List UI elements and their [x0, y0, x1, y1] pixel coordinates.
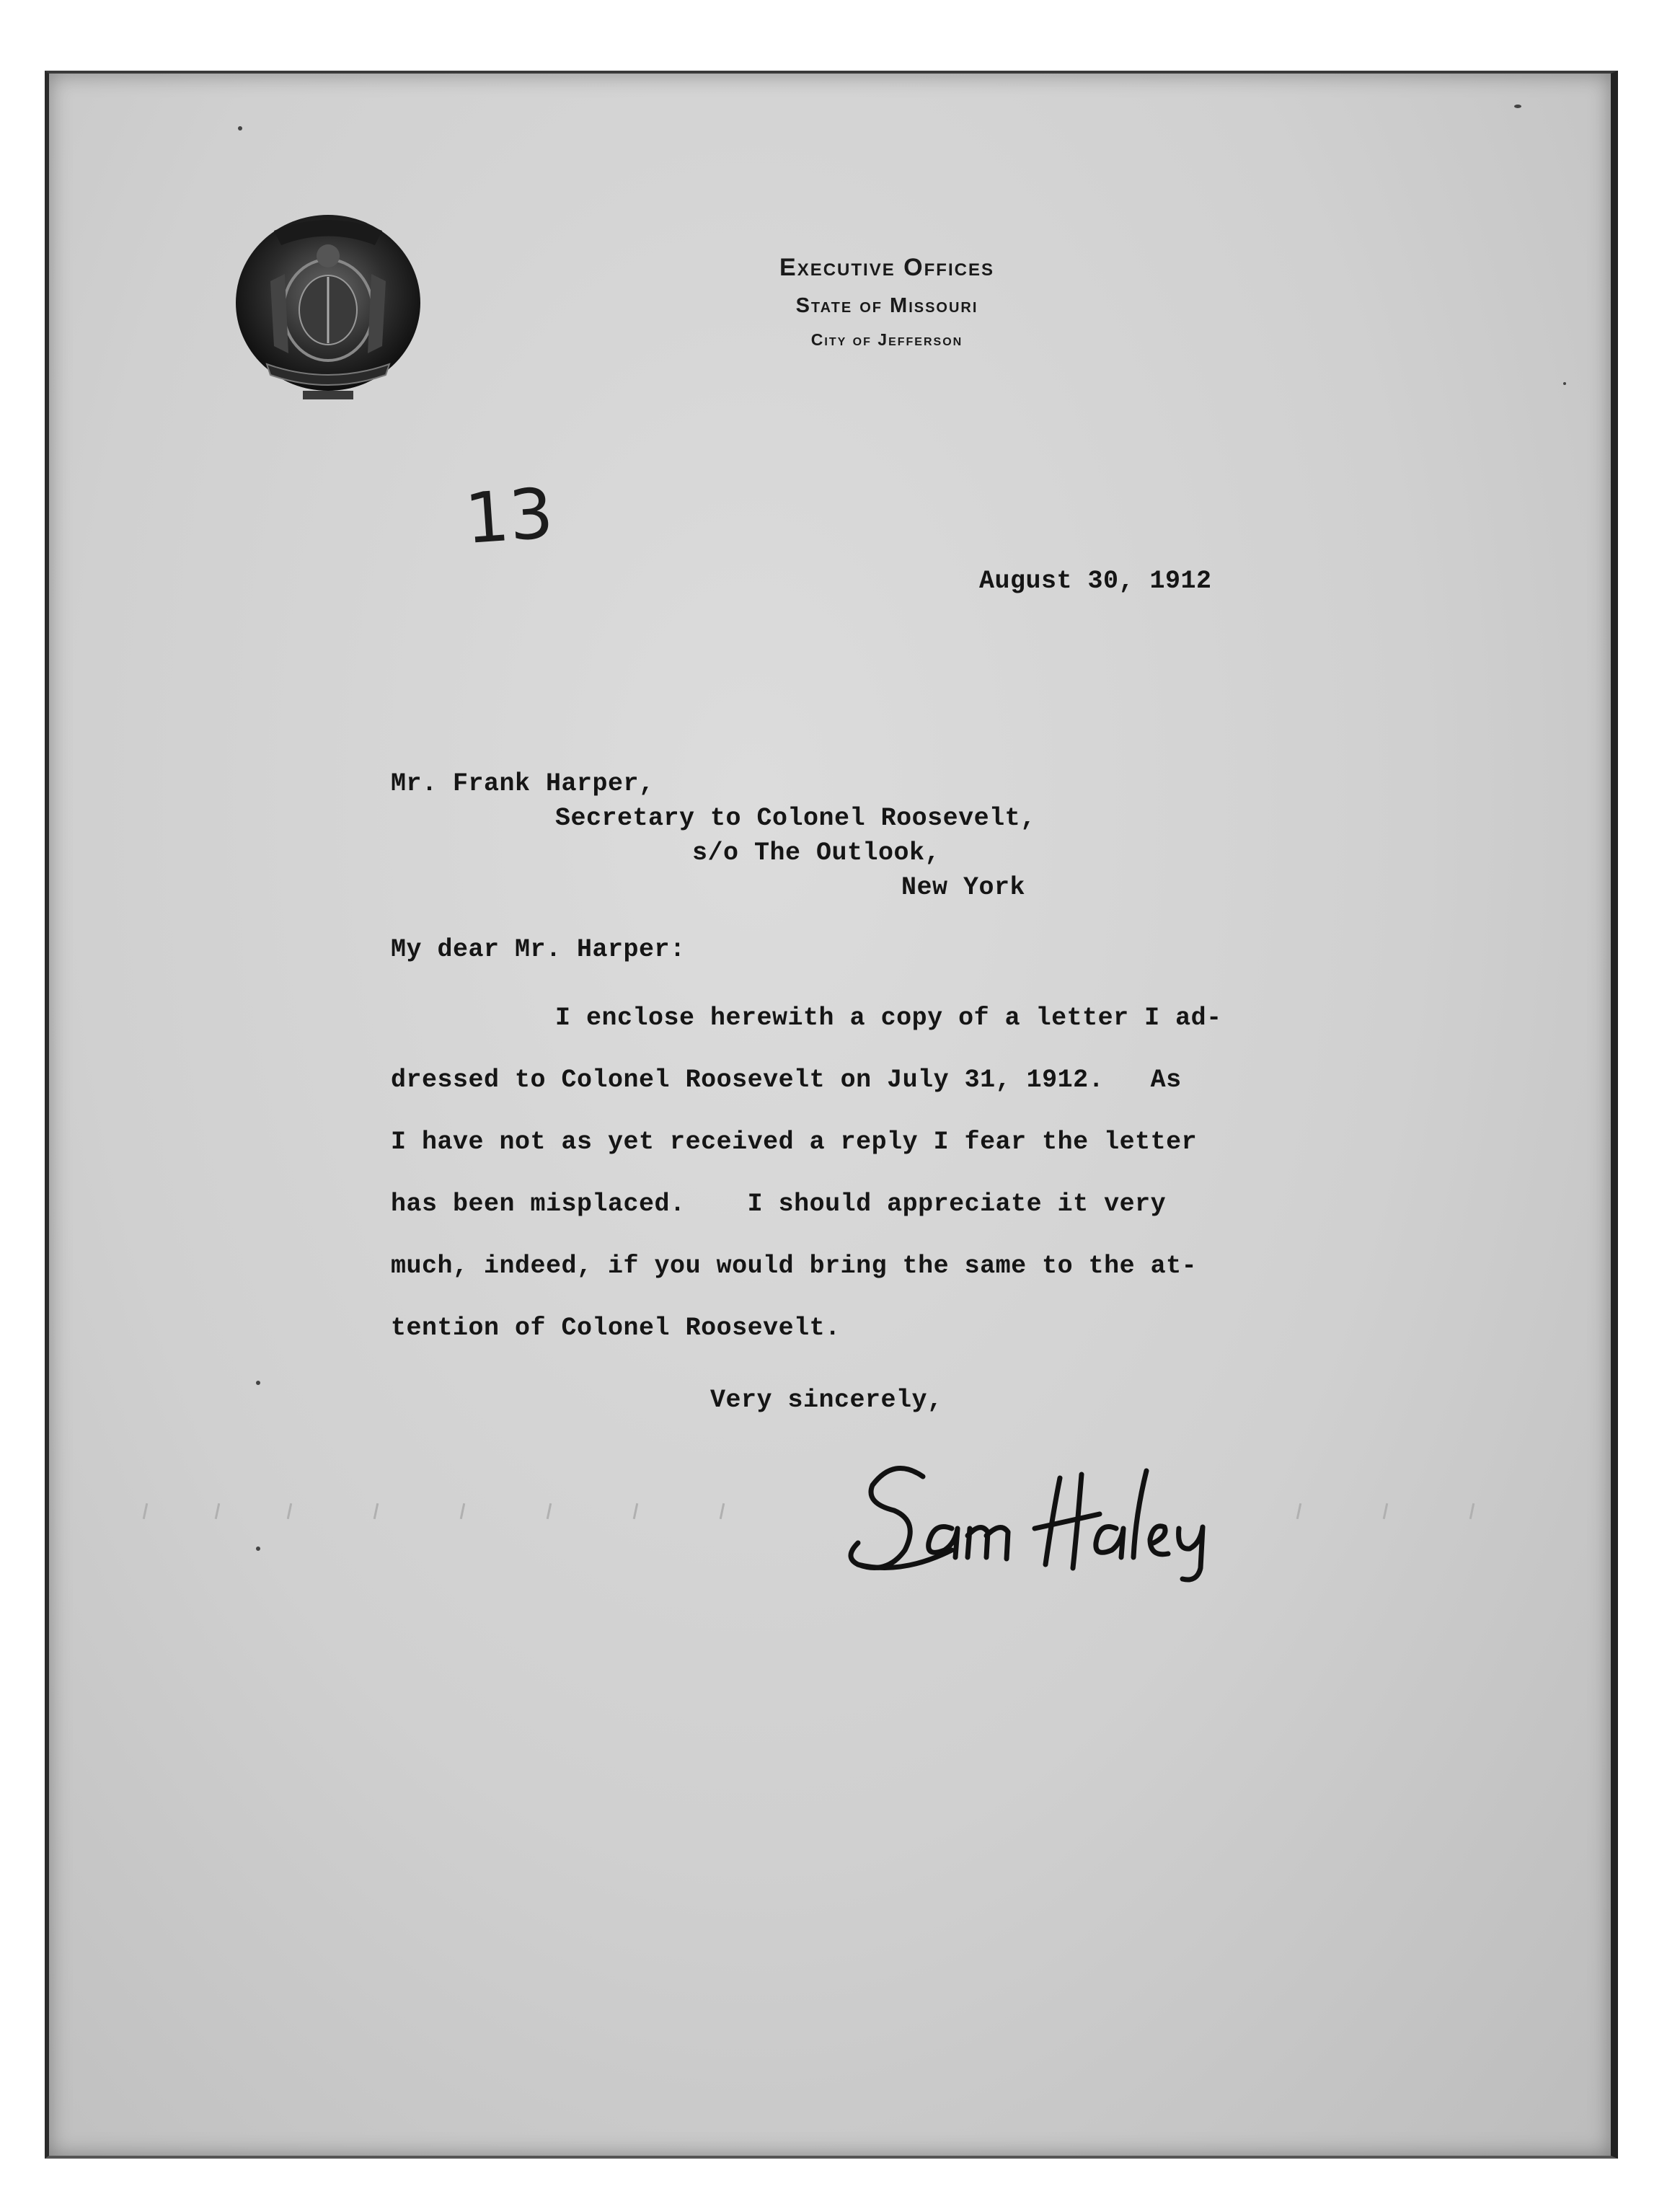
body-line: has been misplaced. I should appreciate it very	[391, 1190, 1167, 1218]
body-line: tention of Colonel Roosevelt.	[391, 1314, 841, 1342]
body-line: I enclose herewith a copy of a letter I ad-	[555, 1004, 1222, 1032]
body-line: I have not as yet received a reply I fear the letter	[391, 1128, 1198, 1156]
body-line: dressed to Colonel Roosevelt on July 31, 1912. As	[391, 1066, 1182, 1094]
salutation: My dear Mr. Harper:	[391, 935, 686, 964]
recipient-title: Secretary to Colonel Roosevelt,	[555, 804, 1036, 833]
paper-speck	[1563, 382, 1566, 385]
paper-speck	[256, 1546, 260, 1551]
recipient-care-of: s/o The Outlook,	[692, 838, 941, 867]
paper-speck	[238, 126, 242, 130]
letterhead-title: Executive Offices	[779, 254, 994, 281]
letter-date: August 30, 1912	[979, 567, 1212, 596]
letterhead-state: State of Missouri	[795, 294, 978, 317]
letterhead-city: City of Jefferson	[810, 330, 963, 349]
recipient-name: Mr. Frank Harper,	[391, 769, 655, 798]
folio-number: 13	[462, 472, 556, 560]
recipient-city: New York	[901, 873, 1026, 902]
paper-speck	[1514, 105, 1521, 108]
handwritten-signature	[844, 1442, 1262, 1586]
closing: Very sincerely,	[710, 1386, 943, 1415]
missouri-state-seal-icon	[231, 202, 425, 411]
paper-speck	[256, 1381, 260, 1385]
body-line: much, indeed, if you would bring the same to the at-	[391, 1252, 1198, 1280]
